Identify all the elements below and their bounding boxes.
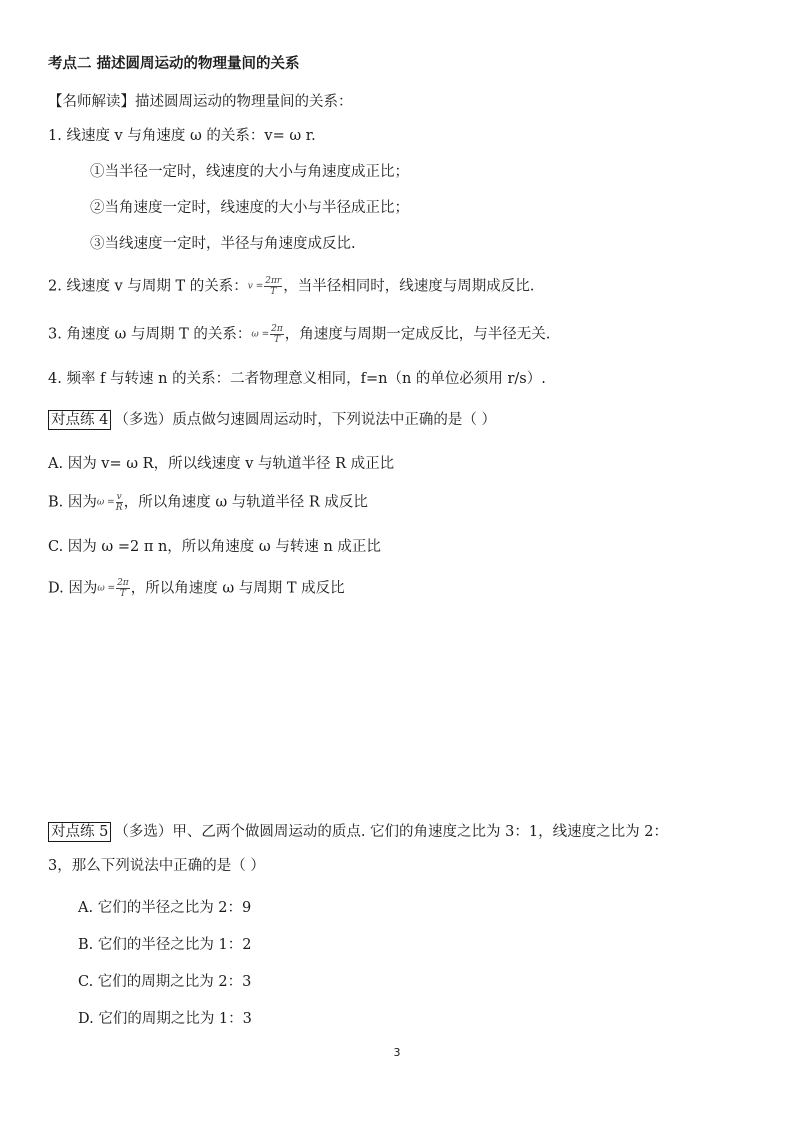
q5-option-d: D. 它们的周期之比为 1：3 (78, 1011, 252, 1027)
relation-2-fraction (264, 276, 282, 297)
intro-line (48, 92, 353, 112)
relation-3-post: ，角速度与周期一定成反比，与半径无关. (284, 326, 551, 343)
relation-2-post: ，当半径相同时，线速度与周期成反比. (283, 278, 535, 295)
q4-option-d-den: T (119, 589, 126, 599)
q4-tag: 对点练 4 (48, 410, 111, 430)
q5-stem-line-2: 3，那么下列说法中正确的是（ ） (48, 858, 265, 874)
relation-2-eq-lhs: v = (247, 281, 264, 292)
q5-tag: 对点练 5 (48, 822, 111, 842)
q4-option-d-post: ，所以角速度 ω 与周期 T 成反比 (130, 580, 345, 597)
q4-option-d-num: 2π (117, 578, 129, 588)
q4-option-d-fraction (116, 578, 130, 599)
q4-option-b-den: R (115, 503, 123, 513)
intro-text: 描述圆周运动的物理量间的关系： (135, 94, 353, 110)
page-number: 3 (393, 1046, 401, 1059)
q4-option-c: C. 因为 ω =2 π n，所以角速度 ω 与转速 n 成正比 (48, 539, 381, 555)
relation-3-pre: 3. 角速度 ω 与周期 T 的关系： (48, 326, 252, 343)
q4-option-d-pre: D. 因为 (48, 580, 98, 597)
relation-4: 4. 频率 f 与转速 n 的关系：二者物理意义相同，f=n（n 的单位必须用 r/s）. (48, 371, 546, 387)
section-title: 考点二 描述圆周运动的物理量间的关系 (48, 56, 300, 72)
q5-option-a: A. 它们的半径之比为 2：9 (78, 900, 252, 916)
relation-3-den: T (273, 335, 280, 345)
q4-option-b-post: ，所以角速度 ω 与轨道半径 R 成反比 (123, 494, 368, 511)
relation-2-den: T (270, 287, 277, 297)
q4-option-b-lhs: ω = (96, 497, 115, 508)
q4-option-a: A. 因为 v= ω R，所以线速度 v 与轨道半径 R 成正比 (48, 456, 395, 472)
relation-3-num: 2π (271, 324, 283, 334)
q5-option-c: C. 它们的周期之比为 2：3 (78, 974, 252, 990)
q5-stem-text-1: （多选）甲、乙两个做圆周运动的质点. 它们的角速度之比为 3：1，线速度之比为 2： (114, 824, 668, 840)
intro-label: 【名师解读】 (48, 94, 135, 110)
q4-option-b-pre: B. 因为 (48, 494, 97, 511)
relation-2-pre: 2. 线速度 v 与周期 T 的关系： (48, 278, 248, 295)
relation-1-sub-3: ③当线速度一定时，半径与角速度成反比. (90, 236, 356, 252)
relation-1: 1. 线速度 v 与角速度 ω 的关系：v= ω r. (48, 128, 316, 144)
relation-2 (48, 276, 534, 297)
relation-3 (48, 324, 550, 345)
relation-2-num: 2πr (265, 276, 282, 286)
q4-option-b-fraction (116, 492, 123, 513)
q4-option-d-lhs: ω = (97, 583, 116, 594)
relation-3-fraction (270, 324, 284, 345)
relation-1-sub-2: ②当角速度一定时，线速度的大小与半径成正比； (90, 200, 409, 216)
relation-1-sub-1: ①当半径一定时，线速度的大小与角速度成正比； (90, 164, 409, 180)
q4-stem-text: （多选）质点做匀速圆周运动时，下列说法中正确的是（ ） (114, 412, 496, 428)
relation-3-eq-lhs: ω = (251, 329, 270, 340)
q4-option-d (48, 578, 345, 599)
q4-stem (48, 410, 496, 430)
q4-option-b (48, 492, 368, 513)
q5-stem-line-1 (48, 822, 668, 842)
q4-option-b-num: v (116, 492, 122, 502)
q5-option-b: B. 它们的半径之比为 1：2 (78, 937, 252, 953)
